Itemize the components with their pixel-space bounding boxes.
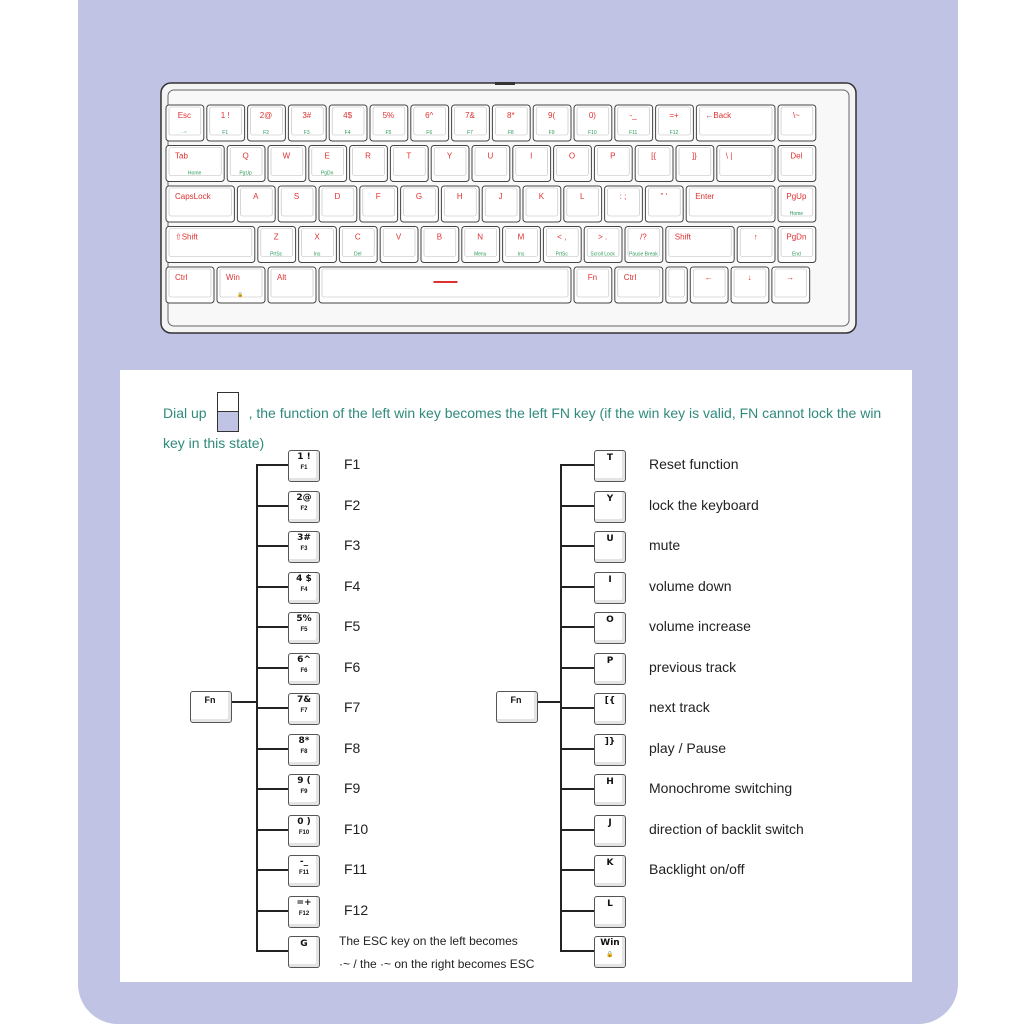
keyboard-key-legend: U <box>487 151 494 161</box>
fn-connector <box>538 701 560 703</box>
keycap-11 <box>594 855 626 887</box>
branch-line <box>560 626 594 628</box>
keycap-6 <box>288 653 320 685</box>
keyboard-key-legend: Tab <box>175 151 188 161</box>
keyboard-key-legend: Ctrl <box>623 273 637 282</box>
branch-line <box>256 626 288 628</box>
keyboard-key-legend: 4$ <box>343 111 353 120</box>
keycap-7 <box>594 693 626 725</box>
keyboard-key-legend: \~ <box>792 111 800 120</box>
function-description: F7 <box>344 699 361 715</box>
keyboard-key-legend: N <box>477 232 484 242</box>
branch-line <box>256 586 288 588</box>
intro-suffix: , the function of the left win key becomes the left FN key (if the win key is valid, FN cannot lock the win key in this state) <box>163 405 882 451</box>
keyboard-key-legend: ↓ <box>747 273 752 282</box>
fn-key <box>496 691 538 723</box>
keyboard-key-legend: ←Back <box>705 111 732 120</box>
keycap-4 <box>288 572 320 604</box>
keyboard-svg <box>160 82 857 334</box>
keyboard-key-legend: R <box>365 151 371 161</box>
keycap-sublegend: F2 <box>300 505 308 512</box>
keyboard-key-sublegend: Ins <box>517 251 525 258</box>
keyboard-key-legend: I <box>530 151 533 161</box>
keyboard-key-legend: 1 ! <box>220 111 230 120</box>
branch-line <box>256 464 288 466</box>
keycap-13 <box>288 936 320 968</box>
keyboard-key-sublegend: PgUp <box>239 170 252 177</box>
branch-line <box>560 748 594 750</box>
keycap-9 <box>288 774 320 806</box>
function-description: volume increase <box>649 618 751 634</box>
keyboard-key-sublegend: F6 <box>426 130 433 136</box>
keyboard-key-legend: 7& <box>465 111 475 120</box>
keycap-1 <box>594 450 626 482</box>
keyboard-key-sublegend: Ins <box>313 251 321 258</box>
keyboard-key-sublegend: ·~ <box>182 130 187 136</box>
keycap-legend: T <box>606 453 614 463</box>
keyboard-key-sublegend: End <box>791 251 801 258</box>
branch-line <box>256 545 288 547</box>
keycap-13 <box>594 936 626 968</box>
function-description: play / Pause <box>649 739 727 756</box>
esc-note-line-2: ·~ / the ·~ on the right becomes ESC <box>339 957 535 971</box>
keyboard-key-legend: ↑ <box>753 232 758 242</box>
keycap-sublegend: F8 <box>300 748 308 755</box>
keyboard-key-legend: 3# <box>302 111 312 120</box>
function-description: next track <box>649 699 710 715</box>
keyboard-key-legend: =+ <box>669 111 679 120</box>
keyboard-key-sublegend: Home <box>187 170 202 177</box>
keycap-legend: 0 ) <box>297 816 311 827</box>
keyboard-key-sublegend: Scroll Lock <box>590 251 615 258</box>
keycap-legend: U <box>606 534 614 544</box>
keyboard-key <box>615 267 663 303</box>
fn-key-label: Fn <box>510 695 522 705</box>
keycap-12 <box>594 896 626 928</box>
dial-switch-icon <box>217 392 239 432</box>
keycap-sublegend: F10 <box>298 829 310 836</box>
keyboard-key-legend: 8* <box>507 111 515 120</box>
branch-line <box>560 829 594 831</box>
branch-line <box>256 829 288 831</box>
keycap-11 <box>288 855 320 887</box>
keyboard-key-legend: A <box>253 192 259 201</box>
keycap-legend: 2@ <box>296 492 312 503</box>
branch-line <box>560 910 594 912</box>
keyboard-key-legend: ← <box>704 273 713 282</box>
keycap-8 <box>288 734 320 766</box>
keyboard-key-sublegend: F3 <box>303 130 310 136</box>
keyboard-key-legend: Fn <box>587 273 598 282</box>
branch-line <box>256 505 288 507</box>
keyboard-key-legend: G <box>415 192 423 201</box>
keyboard-key-legend: Y <box>446 151 453 161</box>
keycap-2 <box>594 491 626 523</box>
function-description: Monochrome switching <box>649 780 793 796</box>
function-description: F3 <box>344 537 361 553</box>
keyboard-key-sublegend: F12 <box>669 130 679 136</box>
keycap-legend: J <box>608 817 612 828</box>
fn-key <box>190 691 232 723</box>
keyboard-key-legend: O <box>568 151 576 161</box>
function-description: F5 <box>344 618 361 634</box>
keyboard-key <box>166 267 214 303</box>
keycap-2 <box>288 491 320 523</box>
keycap-legend: 5% <box>296 614 312 624</box>
function-description: F10 <box>344 820 369 837</box>
keyboard-key-legend: ⇧Shift <box>175 232 198 242</box>
keycap-3 <box>594 531 626 563</box>
keyboard-key-legend: -_ <box>629 111 637 120</box>
keyboard-key-sublegend: Home <box>789 211 804 217</box>
keycap-legend: 6^ <box>297 654 311 665</box>
keyboard-key-legend: D <box>334 192 341 201</box>
branch-line <box>560 869 594 871</box>
fn-connector <box>232 701 256 703</box>
branch-line <box>560 707 594 709</box>
keyboard-key-legend: Alt <box>277 273 287 282</box>
keyboard-key-sublegend: Pause Break <box>629 251 658 258</box>
keyboard-key-legend: Enter <box>695 192 715 201</box>
keycap-5 <box>288 612 320 644</box>
keyboard-key-legend: PgUp <box>786 192 807 201</box>
keyboard-key-sublegend: PgDn <box>320 170 334 177</box>
keyboard-notch <box>495 82 515 85</box>
keyboard-key-legend: W <box>282 151 291 161</box>
keyboard-key-legend: > . <box>598 232 608 242</box>
keycap-8 <box>594 734 626 766</box>
keyboard-key-legend: F <box>375 192 381 201</box>
keycap-12 <box>288 896 320 928</box>
keyboard-key-sublegend: F7 <box>467 130 473 136</box>
keycap-legend: 3# <box>297 533 311 543</box>
keycap-legend: ]} <box>604 736 616 747</box>
branch-line <box>256 950 288 952</box>
branch-line <box>256 788 288 790</box>
keyboard-key-sublegend: PrtSc <box>270 251 283 258</box>
function-description: lock the keyboard <box>649 496 759 513</box>
esc-note-line-1: The ESC key on the left becomes <box>339 934 518 948</box>
keycap-legend: H <box>606 777 614 787</box>
fn-key-label: Fn <box>204 695 216 705</box>
keyboard-key-legend: H <box>456 192 463 201</box>
keyboard-key <box>268 267 316 303</box>
keyboard-key-legend: Shift <box>674 232 691 242</box>
keyboard-key-legend: [{ <box>651 151 657 161</box>
keycap-legend: P <box>606 655 614 666</box>
keyboard-key-legend: Z <box>273 232 279 242</box>
keyboard-key-legend: CapsLock <box>175 192 211 201</box>
function-description: Backlight on/off <box>649 861 745 877</box>
branch-line <box>560 788 594 790</box>
keyboard-key-sublegend: F1 <box>222 130 229 136</box>
keyboard-key-legend: ]} <box>691 151 697 161</box>
keyboard-key-legend: 9( <box>548 111 556 120</box>
keyboard-key-legend: < , <box>557 232 567 242</box>
keyboard-key <box>319 267 571 303</box>
keyboard-key-legend: E <box>324 151 330 161</box>
keyboard-key-legend: Esc <box>177 111 192 120</box>
keyboard-key-sublegend: F9 <box>548 130 555 136</box>
branch-line <box>256 910 288 912</box>
keycap-legend: 8* <box>298 735 310 746</box>
keycap-10 <box>288 815 320 847</box>
keycap-legend: 1 ! <box>297 452 311 462</box>
keycap-7 <box>288 693 320 725</box>
branch-line <box>256 707 288 709</box>
branch-line <box>256 667 288 669</box>
intro-prefix: Dial up <box>163 405 207 421</box>
function-description: F12 <box>344 901 369 918</box>
keyboard-key-legend: : ; <box>619 192 627 201</box>
keyboard-key-legend: 0) <box>588 111 596 120</box>
keycap-sublegend: F9 <box>300 789 308 795</box>
esc-note <box>339 930 534 976</box>
keyboard-key-legend: Del <box>790 151 803 161</box>
function-description: F4 <box>344 577 361 594</box>
keycap-legend: 7& <box>296 695 312 705</box>
function-description: Reset function <box>649 456 739 472</box>
keyboard-key-legend: M <box>517 232 525 242</box>
keyboard-key-legend: 6^ <box>425 111 434 120</box>
keycap-9 <box>594 774 626 806</box>
keycap-4 <box>594 572 626 604</box>
keyboard-key-sublegend: Menu <box>473 251 487 258</box>
keyboard-key-legend: S <box>293 192 300 201</box>
branch-line <box>560 950 594 952</box>
keycap-6 <box>594 653 626 685</box>
keycap-legend: K <box>606 858 614 868</box>
keyboard-key-sublegend: F8 <box>507 130 514 136</box>
keyboard-key-sublegend: F11 <box>629 130 638 136</box>
function-description: F8 <box>344 739 361 756</box>
keycap-5 <box>594 612 626 644</box>
keycap-sublegend: F11 <box>298 870 309 876</box>
keyboard-key-legend: PgDn <box>786 232 807 242</box>
function-description: previous track <box>649 658 737 675</box>
keycap-legend: L <box>607 898 613 909</box>
keyboard-key-sublegend: F2 <box>263 130 269 136</box>
keyboard-key-legend: K <box>538 192 545 201</box>
keyboard-key-sublegend: F4 <box>344 130 351 136</box>
intro-text <box>163 392 883 455</box>
branch-line <box>560 586 594 588</box>
keycap-sublegend: 🔒 <box>606 952 614 958</box>
keycap-legend: O <box>606 615 614 625</box>
keyboard-key-legend: J <box>498 192 503 201</box>
keyboard-key-legend: 5% <box>382 111 395 120</box>
keycap-sublegend: F3 <box>300 546 308 552</box>
branch-line <box>256 869 288 871</box>
keycap-legend: I <box>608 574 612 585</box>
keyboard-key-legend: Win <box>226 273 240 282</box>
keyboard-key-sublegend: 🔒 <box>237 292 244 298</box>
keyboard-key-sublegend: F5 <box>385 130 392 136</box>
keycap-legend: =+ <box>296 897 312 908</box>
keyboard-key-legend: C <box>354 232 361 242</box>
keyboard-key-legend: P <box>610 151 616 161</box>
function-description: F1 <box>344 456 361 472</box>
keyboard-illustration <box>160 82 857 334</box>
keycap-sublegend: F4 <box>300 586 308 593</box>
function-description: mute <box>649 537 681 553</box>
keycap-legend: G <box>300 939 308 949</box>
keyboard-key-sublegend: PrtSc <box>555 251 568 258</box>
keyboard-key-legend: → <box>786 273 795 282</box>
function-description: F2 <box>344 496 361 513</box>
function-description: F11 <box>344 861 368 877</box>
keycap-legend: [{ <box>604 696 616 706</box>
function-description: volume down <box>649 577 732 594</box>
branch-line <box>560 464 594 466</box>
branch-line <box>560 505 594 507</box>
keycap-1 <box>288 450 320 482</box>
keycap-legend: -_ <box>299 857 309 867</box>
keycap-legend: Y <box>606 493 614 504</box>
branch-line <box>560 667 594 669</box>
keycap-3 <box>288 531 320 563</box>
keyboard-key-legend: Q <box>242 151 249 161</box>
keyboard-key-legend: /? <box>640 232 647 242</box>
keycap-sublegend: F7 <box>300 708 308 714</box>
keycap-sublegend: F6 <box>300 667 308 674</box>
function-description: F9 <box>344 780 361 796</box>
keyboard-key-legend: B <box>436 232 443 242</box>
keycap-legend: Win <box>600 938 620 948</box>
branch-line <box>560 545 594 547</box>
keycap-sublegend: F12 <box>298 910 310 917</box>
function-description: F6 <box>344 658 361 675</box>
keycap-sublegend: F5 <box>300 627 308 633</box>
keyboard-key-legend: T <box>406 151 412 161</box>
keyboard-key-legend: \ | <box>725 151 733 161</box>
keycap-legend: 4 $ <box>296 573 312 584</box>
keyboard-key-sublegend: Del <box>354 251 362 258</box>
keyboard-key-legend: L <box>579 192 585 201</box>
fn-function-card <box>120 370 912 982</box>
keycap-legend: 9 ( <box>297 776 311 786</box>
keyboard-key-sublegend: F10 <box>588 130 597 136</box>
keyboard-key-legend: V <box>395 232 402 242</box>
branch-line <box>256 748 288 750</box>
keyboard-key-legend: 2@ <box>259 111 273 120</box>
keycap-sublegend: F1 <box>300 465 308 471</box>
keyboard-key-legend: X <box>314 232 320 242</box>
keyboard-key-legend: Ctrl <box>175 273 188 282</box>
keyboard-key-legend: " ' <box>660 192 668 201</box>
function-description: direction of backlit switch <box>649 820 804 837</box>
keycap-10 <box>594 815 626 847</box>
